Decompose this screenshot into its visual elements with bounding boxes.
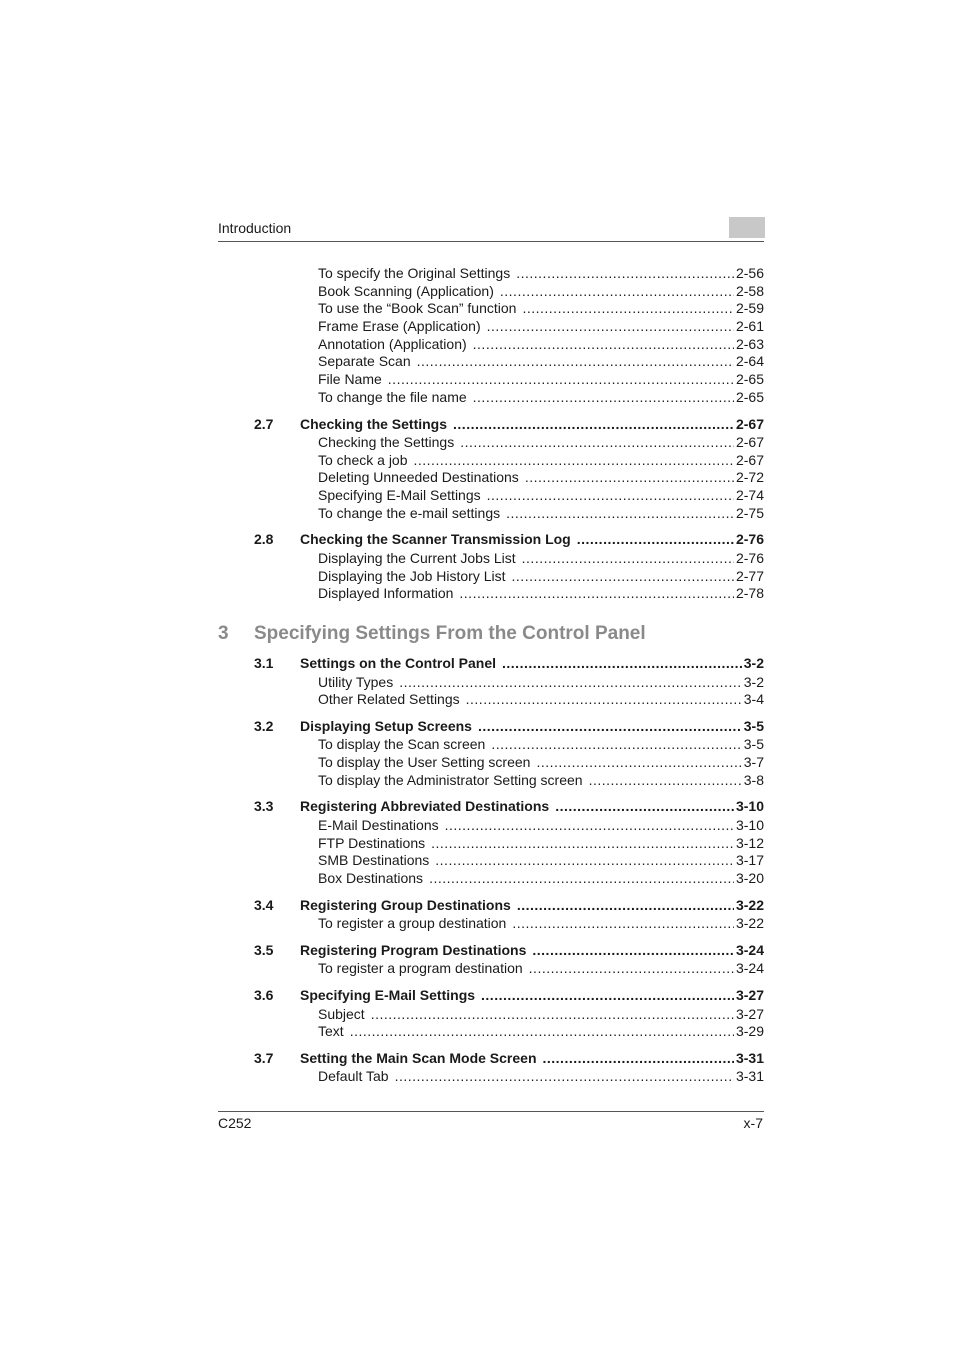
section-number: 3.4 [254,896,274,913]
dot-leader [399,674,742,692]
dot-leader [473,389,734,407]
toc-label: To change the e-mail settings [318,504,501,521]
dot-leader [431,835,734,853]
dot-leader [517,896,734,914]
toc-page-ref: 2-76 [735,531,764,548]
dot-leader [417,353,734,371]
toc-label: Text [318,1023,344,1040]
toc-page-ref: 2-65 [735,371,764,388]
toc-page-ref: 2-76 [735,549,764,566]
toc-page-ref: 2-61 [735,318,764,335]
section-number: 3.5 [254,941,274,958]
toc-page-ref: 3-10 [735,798,764,815]
footer-model: C252 [218,1115,252,1131]
toc-page-ref: 3-4 [743,691,764,708]
toc-label: To register a group destination [318,915,507,932]
toc-page-ref: 3-27 [735,987,764,1004]
dot-leader [429,870,734,888]
toc-entry [218,736,764,754]
dot-leader [516,265,734,283]
toc-entry [218,336,764,354]
dot-leader [512,568,734,586]
section-number: 3.7 [254,1049,274,1066]
toc-entry [218,283,764,301]
toc-label: Subject [318,1005,365,1022]
toc-page-ref: 3-12 [735,834,764,851]
toc-page-ref: 2-58 [735,282,764,299]
toc-entry [218,852,764,870]
toc-label: To register a program destination [318,960,523,977]
header-rule [218,241,764,242]
toc-entry [218,1006,764,1024]
dot-leader [500,283,734,301]
toc-page-ref: 3-8 [743,771,764,788]
toc-entry [218,674,764,692]
dot-leader [395,1068,734,1086]
toc-page-ref: 2-75 [735,504,764,521]
toc-label: Displaying the Job History List [318,567,506,584]
dot-leader [414,452,734,470]
dot-leader [445,817,734,835]
toc-label: Book Scanning (Application) [318,282,494,299]
header-tab-block [729,217,765,238]
toc-page-ref: 3-22 [735,915,764,932]
toc-entry [218,434,764,452]
dot-leader [502,654,742,672]
dot-leader [478,717,742,735]
dot-leader [577,530,734,548]
dot-leader [506,505,734,523]
section-number: 2.8 [254,531,274,548]
dot-leader [512,915,734,933]
section-number: 3.3 [254,798,274,815]
toc-label: Separate Scan [318,353,411,370]
dot-leader [459,585,734,603]
toc-label: To specify the Original Settings [318,265,511,281]
toc-label: Checking the Scanner Transmission Log [300,531,571,548]
toc-page-ref: 2-59 [735,300,764,317]
chapter-number: 3 [218,623,229,644]
toc-label: Frame Erase (Application) [318,318,481,335]
footer-page-number: x-7 [743,1115,763,1131]
toc-entry [218,353,764,371]
toc-label: Displayed Information [318,585,454,602]
toc-label: Checking the Settings [300,415,448,432]
toc-entry [218,452,764,470]
toc-label: Registering Program Destinations [300,941,527,958]
toc-page-ref: 2-56 [735,265,764,281]
toc-page-ref: 3-22 [735,896,764,913]
toc-page-ref: 3-24 [735,941,764,958]
toc-page-ref: 3-17 [735,852,764,869]
toc-label: To display the Scan screen [318,736,486,753]
toc-page-ref: 2-65 [735,388,764,405]
dot-leader [460,434,734,452]
toc-entry [218,960,764,978]
dot-leader [388,371,734,389]
toc-section [218,654,764,672]
dot-leader [350,1023,734,1041]
toc-page-ref: 3-10 [735,816,764,833]
toc-entry [218,585,764,603]
toc-entry [218,300,764,318]
toc-section [218,530,764,548]
toc-label: Displaying Setup Screens [300,717,472,734]
toc-page-ref: 2-78 [735,585,764,602]
toc-label: Registering Abbreviated Destinations [300,798,550,815]
toc-label: Displaying the Current Jobs List [318,549,516,566]
toc-chapter-heading [218,622,764,646]
dot-leader [522,550,734,568]
toc-label: To check a job [318,451,408,468]
toc-label: Checking the Settings [318,434,455,450]
toc-label: Settings on the Control Panel [300,655,497,671]
toc-page-ref: 3-7 [743,754,764,771]
section-number: 3.6 [254,987,274,1004]
section-number: 3.1 [254,655,274,671]
dot-leader [589,772,742,790]
toc-label: Registering Group Destinations [300,896,511,913]
dot-leader [487,487,734,505]
toc-label: FTP Destinations [318,834,426,851]
toc-page-ref: 3-20 [735,870,764,886]
footer-rule [218,1111,764,1112]
toc-page-ref: 2-67 [735,434,764,450]
table-of-contents [218,265,764,1086]
dot-leader [473,336,734,354]
toc-section [218,941,764,959]
toc-entry [218,1023,764,1041]
toc-label: To display the Administrator Setting screen [318,771,583,788]
section-number: 2.7 [254,415,274,432]
toc-entry [218,265,764,283]
dot-leader [529,960,734,978]
toc-section [218,1049,764,1067]
toc-section [218,415,764,433]
dot-leader [453,415,734,433]
toc-page-ref: 3-29 [735,1023,764,1040]
toc-entry [218,915,764,933]
toc-page-ref: 3-31 [735,1068,764,1085]
toc-page-ref: 2-64 [735,353,764,370]
toc-label: To change the file name [318,388,467,405]
toc-label: File Name [318,371,382,388]
dot-leader [466,691,742,709]
toc-section [218,986,764,1004]
toc-entry [218,469,764,487]
dot-leader [522,300,734,318]
toc-label: SMB Destinations [318,852,430,869]
toc-entry [218,487,764,505]
dot-leader [371,1006,734,1024]
toc-page-ref: 2-77 [735,567,764,584]
toc-page-ref: 3-2 [743,655,764,671]
toc-entry [218,1068,764,1086]
dot-leader [491,736,741,754]
toc-entry [218,817,764,835]
toc-entry [218,550,764,568]
toc-page-ref: 2-67 [735,415,764,432]
toc-page-ref: 2-67 [735,451,764,468]
running-header-title: Introduction [218,220,292,236]
toc-entry [218,568,764,586]
dot-leader [525,469,734,487]
toc-label: To use the “Book Scan” function [318,300,517,317]
dot-leader [487,318,734,336]
chapter-title: Specifying Settings From the Control Panel [254,623,646,644]
toc-label: Specifying E-Mail Settings [300,987,476,1004]
toc-entry [218,691,764,709]
toc-entry [218,389,764,407]
toc-section [218,797,764,815]
dot-leader [481,986,734,1004]
toc-label: Other Related Settings [318,691,460,708]
toc-page-ref: 2-72 [735,469,764,486]
toc-label: Annotation (Application) [318,335,467,352]
toc-page-ref: 3-2 [743,673,764,690]
toc-section [218,896,764,914]
toc-page-ref: 3-27 [735,1005,764,1022]
toc-entry [218,754,764,772]
toc-label: Box Destinations [318,870,424,886]
dot-leader [435,852,734,870]
dot-leader [543,1049,734,1067]
dot-leader [536,754,741,772]
toc-entry [218,835,764,853]
toc-label: Setting the Main Scan Mode Screen [300,1049,537,1066]
toc-label: E-Mail Destinations [318,816,439,833]
dot-leader [555,797,734,815]
toc-entry [218,371,764,389]
toc-page-ref: 3-31 [735,1049,764,1066]
toc-entry [218,505,764,523]
toc-label: To display the User Setting screen [318,754,531,771]
toc-label: Deleting Unneeded Destinations [318,469,519,486]
toc-entry [218,772,764,790]
toc-section [218,717,764,735]
toc-page-ref: 3-5 [743,736,764,753]
toc-page-ref: 3-5 [743,717,764,734]
toc-page-ref: 3-24 [735,960,764,977]
section-number: 3.2 [254,717,274,734]
toc-entry [218,870,764,888]
dot-leader [532,941,734,959]
toc-label: Default Tab [318,1068,389,1085]
toc-label: Utility Types [318,673,394,690]
toc-label: Specifying E-Mail Settings [318,487,481,504]
toc-page-ref: 2-63 [735,335,764,352]
toc-page-ref: 2-74 [735,487,764,504]
toc-entry [218,318,764,336]
